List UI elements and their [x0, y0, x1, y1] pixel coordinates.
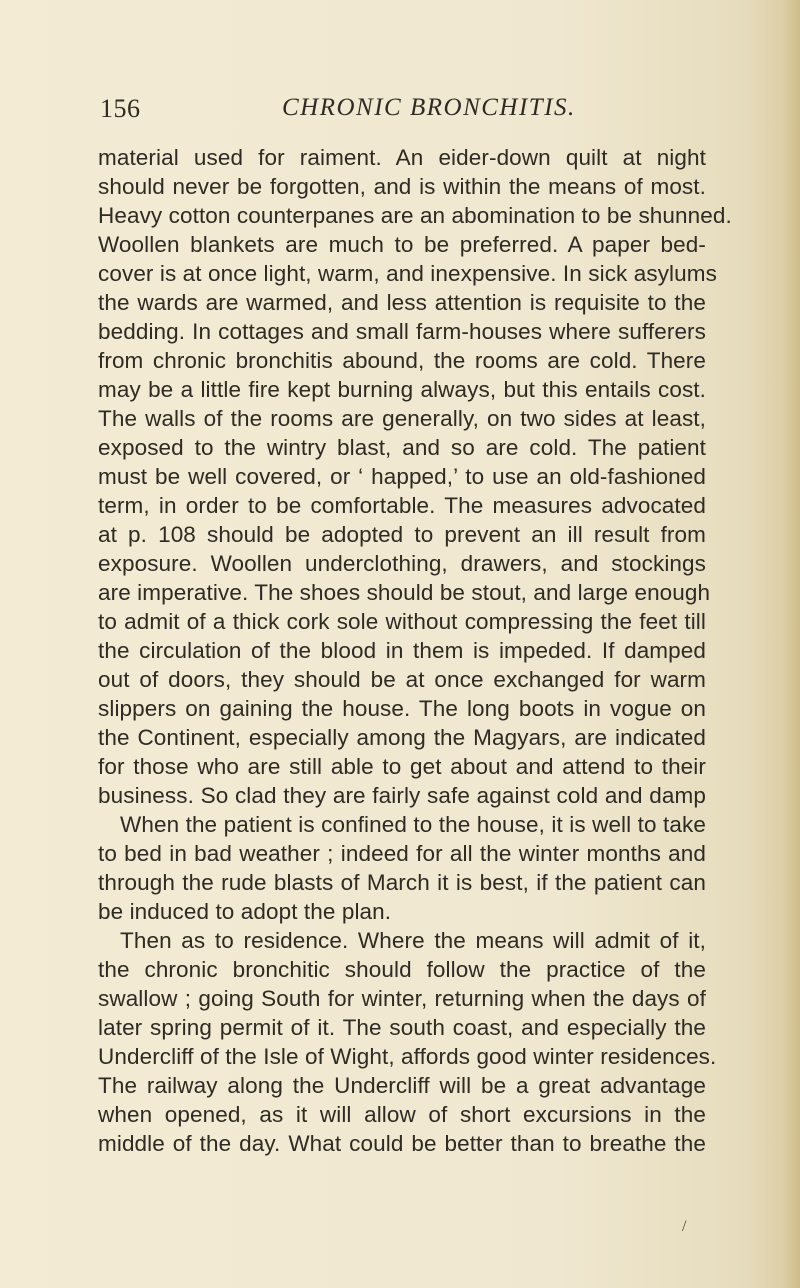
text-line: Woollen blankets are much to be preferred. A paper bed- [98, 232, 706, 257]
text-line: the chronic bronchitic should follow the practice of the [98, 957, 706, 982]
text-line: the wards are warmed, and less attention is requisite to the [98, 290, 706, 315]
text-line: material used for raiment. An eider-down quilt at night [98, 145, 706, 170]
text-line: later spring permit of it. The south coast, and especially the [98, 1015, 706, 1040]
text-line: Heavy cotton counterpanes are an abomination to be shunned. [98, 203, 732, 228]
text-line: through the rude blasts of March it is best, if the patient can [98, 870, 706, 895]
text-line: the circulation of the blood in them is impeded. If damped [98, 638, 706, 663]
running-head: CHRONIC BRONCHITIS. [282, 94, 576, 121]
text-line: should never be forgotten, and is within the means of most. [98, 174, 706, 199]
text-line: The walls of the rooms are generally, on two sides at least, [98, 406, 706, 431]
text-line: term, in order to be comfortable. The measures advocated [98, 493, 706, 518]
text-line: the Continent, especially among the Magyars, are indicated [98, 725, 706, 750]
text-line: for those who are still able to get about and attend to their [98, 754, 706, 779]
text-line: Undercliff of the Isle of Wight, affords good winter residences. [98, 1044, 717, 1069]
page-number: 156 [100, 94, 141, 123]
text-line: to admit of a thick cork sole without compressing the feet till [98, 609, 706, 634]
stray-ink-mark: / [682, 1218, 687, 1235]
text-line: when opened, as it will allow of short excursions in the [98, 1102, 706, 1127]
text-line: cover is at once light, warm, and inexpensive. In sick asylums [98, 261, 717, 286]
text-line: bedding. In cottages and small farm-houses where sufferers [98, 319, 706, 344]
text-line: exposure. Woollen underclothing, drawers, and stockings [98, 551, 706, 576]
text-line: business. So clad they are fairly safe against cold and damp [98, 783, 706, 808]
body-text [98, 143, 732, 1158]
page-edge-shadow [782, 0, 800, 1288]
text-line: are imperative. The shoes should be stout, and large enough [98, 580, 711, 605]
text-line: at p. 108 should be adopted to prevent an ill result from [98, 522, 706, 547]
text-line: slippers on gaining the house. The long boots in vogue on [98, 696, 706, 721]
text-line: may be a little fire kept burning always, but this entails cost. [98, 377, 706, 402]
text-line: to bed in bad weather ; indeed for all the winter months and [98, 841, 706, 866]
text-line: from chronic bronchitis abound, the rooms are cold. There [98, 348, 706, 373]
text-line: out of doors, they should be at once exchanged for warm [98, 667, 706, 692]
text-line: When the patient is confined to the house, it is well to take [120, 812, 706, 837]
text-line: exposed to the wintry blast, and so are cold. The patient [98, 435, 706, 460]
text-line: swallow ; going South for winter, returning when the days of [98, 986, 706, 1011]
page-header [100, 94, 704, 130]
text-line: Then as to residence. Where the means will admit of it, [120, 928, 706, 953]
text-line: must be well covered, or ‘ happed,’ to use an old-fashioned [98, 464, 706, 489]
text-line: be induced to adopt the plan. [98, 899, 392, 924]
text-line: The railway along the Undercliff will be a great advantage [98, 1073, 706, 1098]
text-line: middle of the day. What could be better than to breathe the [98, 1131, 706, 1156]
